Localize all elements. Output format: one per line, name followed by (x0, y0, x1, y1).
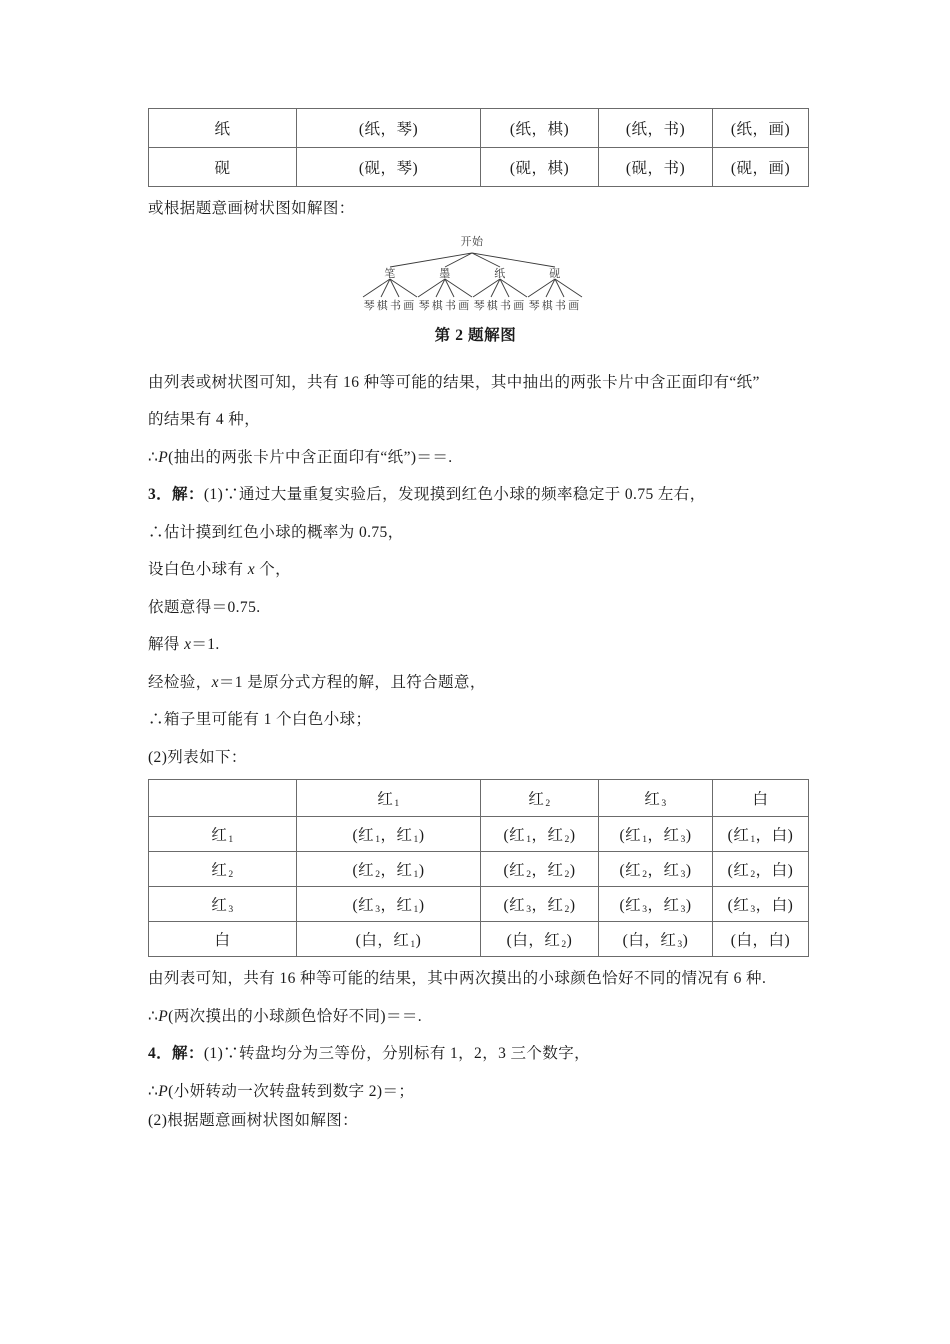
cell-base: 红 (211, 896, 228, 914)
table-cell: (红$_3$，白) (713, 887, 809, 922)
spacer (148, 987, 803, 1009)
text-segment: 个， (254, 561, 292, 578)
table-header-row (149, 780, 809, 817)
table-cell: (白，红$_1$) (297, 922, 481, 957)
tree-leaf-group-3: 琴棋书画 (473, 299, 527, 312)
table-row-header (149, 922, 297, 957)
tree-leaf-group-4: 琴棋书画 (528, 299, 582, 312)
table-cell: (白，红$_3$) (599, 922, 713, 957)
table-row (149, 817, 809, 852)
probability-symbol: P (158, 1082, 169, 1100)
text-segment: 经检验， (148, 673, 212, 691)
table-cell: (砚，画) (713, 148, 809, 187)
cell-base: 红 (377, 790, 394, 808)
table-cell: (红$_1$，红$_1$) (297, 817, 481, 852)
table-header-cell (149, 780, 297, 817)
tree-leaf-group-1: 琴棋书画 (363, 299, 417, 312)
problem-3-line-6 (148, 675, 803, 691)
cell-subscript: 3 (661, 798, 667, 810)
table-cell: (砚，棋) (481, 148, 599, 187)
problem-4-number: 4．解： (148, 1045, 204, 1062)
spacer (148, 653, 803, 675)
cell-base: 红 (211, 861, 228, 879)
spacer (148, 957, 803, 971)
spacer (148, 390, 803, 412)
problem-3-number: 3．解： (148, 486, 204, 503)
table-cell: (砚，琴) (297, 148, 481, 187)
table-header-cell (481, 780, 599, 817)
spacer (148, 1099, 803, 1113)
table-cell: (红$_3$，红$_3$) (599, 887, 713, 922)
solution-paragraph-1: 由列表或树状图可知，共有 16 种等可能的结果，其中抽出的两张卡片中含正面印有“纸” (148, 373, 760, 391)
table-cell: (纸，画) (713, 109, 809, 148)
table-row-header (149, 887, 297, 922)
spacer (148, 345, 803, 375)
therefore-symbol: ∴ (148, 447, 159, 466)
text-segment: 解得 (148, 636, 185, 653)
table-row (149, 922, 809, 957)
table-cell: (红$_2$，红$_1$) (297, 852, 481, 887)
solution-paragraph-5 (148, 1006, 803, 1025)
problem-4-line-3: (2)根据题意画树状图如解图： (148, 1112, 359, 1129)
spacer (148, 690, 803, 712)
cell-subscript: 3 (228, 904, 234, 916)
variable-x: x (211, 673, 219, 691)
table-row (149, 148, 809, 187)
spacer (148, 615, 803, 637)
cell-base: 红 (528, 790, 545, 808)
problem-4-text-1: (1)∵转盘均分为三等份，分别标有 1，2，3 三个数字， (203, 1045, 591, 1062)
spacer (148, 503, 803, 525)
text-segment: ＝1 是原分式方程的解，且符合题意， (218, 673, 486, 691)
spacer (148, 465, 803, 487)
table-cell: (红$_2$，红$_3$) (599, 852, 713, 887)
problem-3-text-1: (1)∵通过大量重复实验后，发现摸到红色小球的频率稳定于 0.75 左右， (203, 486, 706, 503)
therefore-symbol: ∴ (148, 1081, 159, 1100)
table-header-cell (599, 780, 713, 817)
table-cell: (白，白) (713, 922, 809, 957)
table-row (149, 852, 809, 887)
table-cell: (纸，棋) (481, 109, 599, 148)
probability-expression: (抽出的两张卡片中含正面印有“纸”)＝＝. (168, 448, 453, 466)
cell-subscript: 2 (228, 869, 234, 881)
cell-base: 白 (752, 791, 769, 808)
solution-paragraph-4: 由列表可知，共有 16 种等可能的结果，其中两次摸出的小球颜色恰好不同的情况有 6 种. (148, 970, 767, 987)
solution-paragraph-2: 的结果有 4 种， (148, 411, 261, 428)
tree-branch-label-2: 墨 (439, 267, 451, 280)
page-content (148, 108, 803, 1129)
problem-4-line-2 (148, 1081, 803, 1100)
table-cell: (红$_2$，红$_2$) (481, 852, 599, 887)
problem-3-line-4: 依题意得＝0.75. (148, 598, 261, 616)
table-cell: (红$_3$，红$_2$) (481, 887, 599, 922)
spacer (148, 728, 803, 750)
table-cell: (纸，书) (599, 109, 713, 148)
spacer (148, 217, 803, 231)
problem-3-line-7: ∴箱子里可能有 1 个白色小球； (148, 711, 372, 728)
table-cell: (红$_2$，白) (713, 852, 809, 887)
table-cell: (红$_1$，红$_3$) (599, 817, 713, 852)
variable-x: x (247, 561, 255, 578)
text-segment: 设白色小球有 (148, 561, 248, 578)
problem-3-line-1 (148, 487, 803, 503)
spacer (148, 765, 803, 779)
cell-subscript: 2 (545, 798, 551, 810)
spacer (148, 428, 803, 450)
cell-base: 红 (644, 790, 661, 808)
cell-base: 白 (214, 932, 231, 949)
table-row (149, 887, 809, 922)
cell-subscript: 1 (394, 798, 400, 810)
table-row-header (149, 817, 297, 852)
table-header-cell (713, 780, 809, 817)
table-cell: (红$_1$，白) (713, 817, 809, 852)
table-header-cell (297, 780, 481, 817)
table-cell: 砚 (149, 148, 297, 187)
cell-subscript: 1 (228, 834, 234, 846)
outcomes-table-bottom (148, 779, 809, 957)
tree-branch-label-3: 纸 (494, 267, 506, 280)
probability-symbol: P (158, 1007, 169, 1025)
spacer (148, 187, 803, 201)
table-cell: (砚，书) (599, 148, 713, 187)
probability-expression: (小妍转动一次转盘转到数字 2)＝； (168, 1082, 415, 1100)
table-cell: (纸，琴) (297, 109, 481, 148)
table-cell: 纸 (149, 109, 297, 148)
problem-3-line-2: ∴估计摸到红色小球的概率为 0.75， (148, 523, 404, 541)
tree-diagram (148, 231, 803, 323)
probability-expression: (两次摸出的小球颜色恰好不同)＝＝. (168, 1007, 423, 1025)
text-segment: ＝1. (191, 636, 220, 653)
spacer (148, 1024, 803, 1046)
problem-3-line-8: (2)列表如下： (148, 748, 247, 766)
outcomes-table-top (148, 108, 809, 187)
table-cell: (红$_1$，红$_2$) (481, 817, 599, 852)
table-row-header (149, 852, 297, 887)
figure-caption: 第 2 题解图 (434, 326, 517, 344)
tree-branch-label-4: 砚 (549, 267, 561, 280)
table-cell: (红$_3$，红$_1$) (297, 887, 481, 922)
tree-leaf-group-2: 琴棋书画 (418, 299, 472, 312)
problem-3-line-3 (148, 562, 803, 578)
tree-branch-label-1: 笔 (384, 267, 396, 280)
table-row (149, 109, 809, 148)
cell-base: 红 (211, 826, 228, 844)
problem-4-line-1 (148, 1046, 803, 1062)
therefore-symbol: ∴ (148, 1006, 159, 1025)
tree-intro-text: 或根据题意画树状图如解图： (148, 200, 355, 217)
table-cell: (白，红$_2$) (481, 922, 599, 957)
spacer (148, 540, 803, 562)
variable-x: x (184, 636, 192, 653)
spacer (148, 578, 803, 600)
spacer (148, 1062, 803, 1084)
tree-root-label: 开始 (460, 235, 484, 248)
solution-paragraph-3 (148, 447, 803, 466)
probability-symbol: P (158, 448, 169, 466)
problem-3-line-5 (148, 637, 803, 653)
